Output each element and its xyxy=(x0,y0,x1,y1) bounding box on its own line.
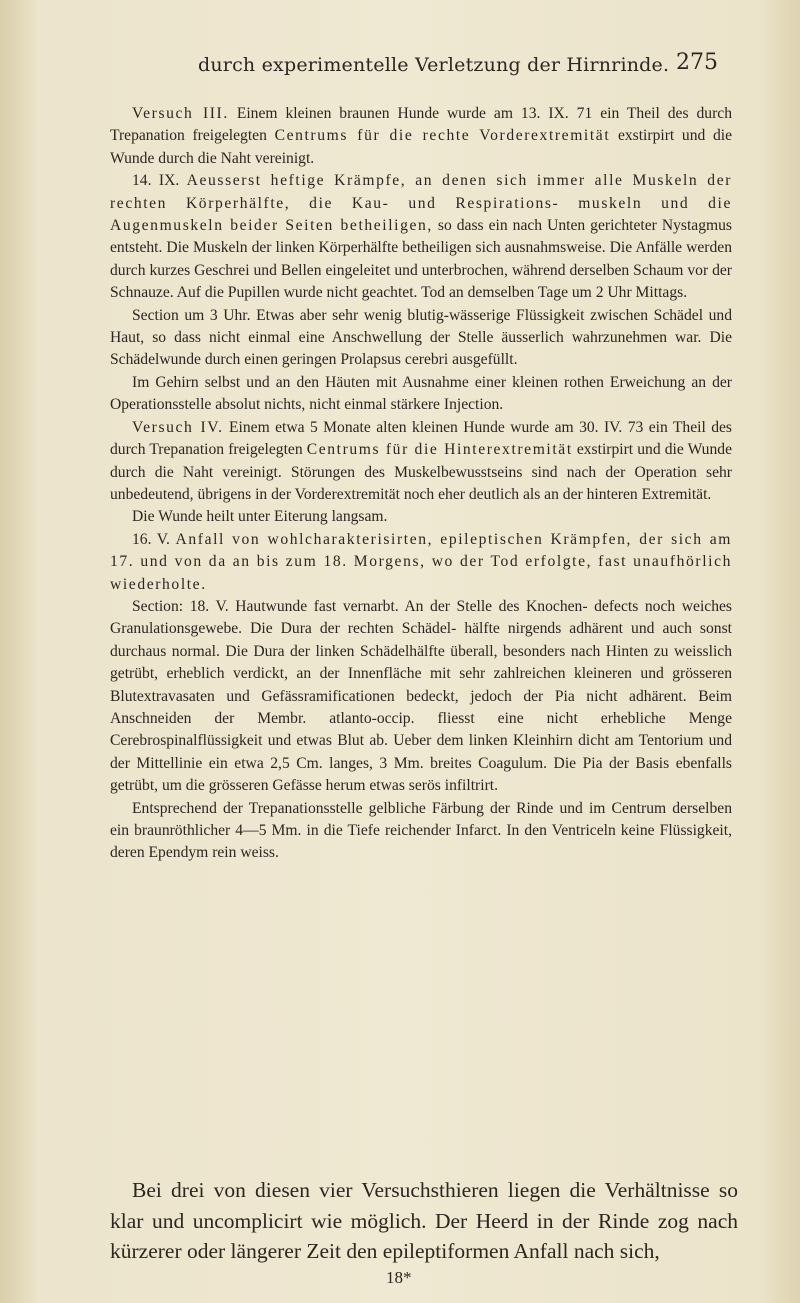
text-span: Einem etwa 5 Monate alten kleinen Hunde wurde am 30. IV. 73 ein Theil des durch Trepanation freigelegten xyxy=(110,418,733,459)
emphasis-text: Centrums für die rechte Vorderextremität xyxy=(274,127,611,145)
paragraph-wunde: Die Wunde heilt unter Eiterung langsam. xyxy=(132,508,388,526)
text-span: Einem kleinen braunen Hunde wurde am 13. IX. 71 ein Theil des durch Trepanation freigelegten xyxy=(110,105,732,145)
paragraph-16-v xyxy=(110,529,732,596)
experiment-label: Versuch IV. xyxy=(132,418,224,436)
text-span: so dass ein nach Unten gerichteter Nystagmus entsteht. Die Muskeln der linken Körperhälfte betheiligen sich ausnahmsweise. Die Anfälle werden durch kurzes Geschrei und Bellen eingeleitet und unterbrochen, während derselben Schaum vor der Schnauze. Auf die Pupillen wurde nicht geachtet. Tod an demselben Tage um 2 Uhr Mittags. xyxy=(110,217,732,302)
running-header xyxy=(198,50,718,84)
emphasis-text: Aeusserst heftige Krämpfe, an denen sich immer alle Muskeln der rechten Körperhälfte, die Kau- und Respirations- muskeln und die Augenmuskeln beider Seiten betheiligen, xyxy=(110,172,733,235)
closing-text xyxy=(110,1175,738,1267)
paragraph-versuch-4 xyxy=(110,417,732,507)
paragraph-closing: Bei drei von diesen vier Versuchsthieren liegen die Verhältnisse so klar und uncomplicirt wie möglich. Der Heerd in der Rinde zog nach kürzerer oder längerer Zeit den epileptiformen Anfall nach sich, xyxy=(110,1178,738,1263)
text-span: exstirpirt und die Wunde durch die Naht vereinigt. Störungen des Muskelbewusstseins sind nach der Operation sehr unbedeutend, übrigens in der Vorderextremität noch eher deutlich als an der hinteren Extremität. xyxy=(110,441,732,503)
paragraph-section-2: Section: 18. V. Hautwunde fast vernarbt. An der Stelle des Knochen- defects noch weiches Granulationsgewebe. Die Dura der rechten Schädel- hälfte nirgends adhärent und auch sonst durchaus normal. Die Dura der linken Schädelhälfte überall, besonders nach Hinten zu weisslich getrübt, erheblich verdickt, an der Innenfläche mit sehr zahlreichen kleineren und grösseren Blutextravasaten und Gefässramificationen bedeckt, jedoch der Pia nicht adhärent. Beim Anschneiden der Membr. atlanto-occip. fliesst eine nicht erhebliche Menge Cerebrospinalflüssigkeit und etwas Blut ab. Ueber dem linken Kleinhirn dicht am Tentorium und der Mittellinie ein etwa 2,5 Cm. langes, 3 Mm. breites Coagulum. Die Pia der Basis ebenfalls getrübt, um die grösseren Gefässe herum etwas serös infiltrirt. xyxy=(110,597,732,795)
signature-mark: 18* xyxy=(386,1268,412,1287)
date-text: 14. IX. xyxy=(132,172,180,190)
page-number: 275 xyxy=(676,50,718,75)
text-span: exstirpirt und die Wunde durch die Naht vereinigt. xyxy=(110,127,732,167)
date-text: 16. V. xyxy=(132,530,170,548)
paragraph-14-ix xyxy=(110,170,732,304)
experiment-label: Versuch III. xyxy=(132,105,229,122)
emphasis-text: Centrums für die Hinterextremität xyxy=(306,441,573,459)
paragraph-entsprechend: Entsprechend der Trepanationsstelle gelbliche Färbung der Rinde und im Centrum derselben ein braunröthlicher 4—5 Mm. in die Tiefe reichender Infarct. In den Ventriceln keine Flüssigkeit, deren Ependym rein weiss. xyxy=(110,799,732,862)
paragraph-gehirn: Im Gehirn selbst und an den Häuten mit Ausnahme einer kleinen rothen Erweichung an der Operationsstelle absolut nichts, nicht einmal stärkere Injection. xyxy=(110,373,732,414)
paragraph-section-1: Section um 3 Uhr. Etwas aber sehr wenig blutig-wässerige Flüssigkeit zwischen Schädel und Haut, so dass nicht einmal eine Anschwellung der Stelle äusserlich wahrzunehmen war. Die Schädelwunde durch einen geringen Prolapsus cerebri ausgefüllt. xyxy=(110,306,732,369)
emphasis-text: Anfall von wohlcharakterisirten, epileptischen Krämpfen, der sich am 17. und von da an bis zum 18. Morgens, wo der Tod erfolgte, fast unaufhörlich wiederholte. xyxy=(110,530,733,593)
running-title: durch experimentelle Verletzung der Hirnrinde. xyxy=(198,54,670,76)
main-text xyxy=(110,103,732,865)
paragraph-versuch-3 xyxy=(110,103,732,170)
